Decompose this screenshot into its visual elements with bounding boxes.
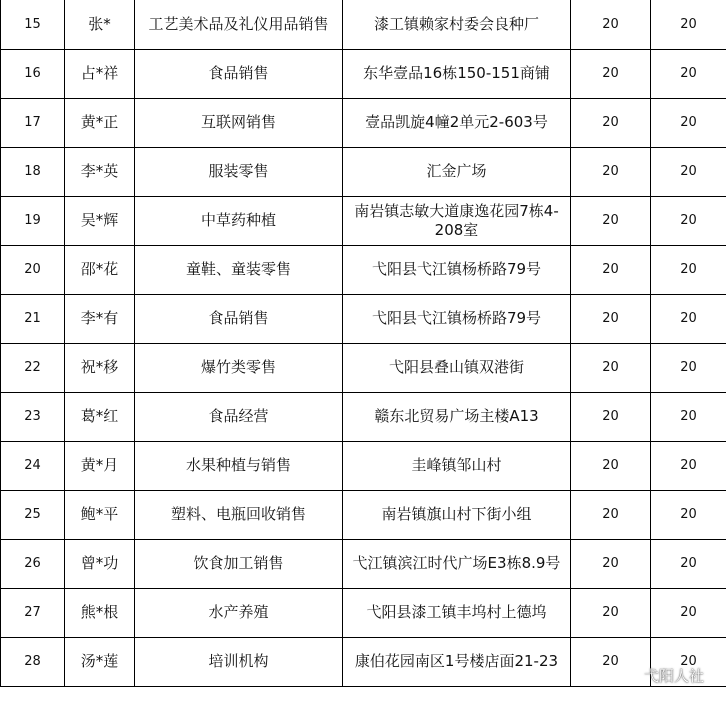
table-body: [1, 0, 726, 686]
cell-name: 祝*移: [65, 343, 135, 392]
cell-address: 赣东北贸易广场主楼A13: [343, 392, 571, 441]
cell-name: 曾*功: [65, 539, 135, 588]
cell-no: 23: [1, 392, 65, 441]
cell-business: 互联网销售: [135, 98, 343, 147]
table-row: [1, 441, 726, 490]
cell-no: 18: [1, 147, 65, 196]
cell-business: 中草药种植: [135, 196, 343, 245]
cell-amount-2: 20: [651, 588, 726, 637]
cell-no: 21: [1, 294, 65, 343]
table-row: [1, 98, 726, 147]
cell-business: 水产养殖: [135, 588, 343, 637]
cell-address: 壹品凯旋4幢2单元2-603号: [343, 98, 571, 147]
cell-name: 葛*红: [65, 392, 135, 441]
cell-amount-2: 20: [651, 98, 726, 147]
cell-business: 饮食加工销售: [135, 539, 343, 588]
cell-business: 食品销售: [135, 294, 343, 343]
cell-name: 李*有: [65, 294, 135, 343]
cell-amount-2: 20: [651, 196, 726, 245]
cell-amount-2: 20: [651, 441, 726, 490]
cell-amount-1: 20: [571, 539, 651, 588]
table-row: [1, 539, 726, 588]
cell-amount-2: 20: [651, 294, 726, 343]
cell-name: 占*祥: [65, 49, 135, 98]
cell-business: 爆竹类零售: [135, 343, 343, 392]
cell-address: 东华壹品16栋150-151商铺: [343, 49, 571, 98]
cell-amount-1: 20: [571, 490, 651, 539]
cell-no: 19: [1, 196, 65, 245]
cell-amount-2: 20: [651, 147, 726, 196]
cell-amount-1: 20: [571, 294, 651, 343]
cell-address: 圭峰镇邹山村: [343, 441, 571, 490]
cell-amount-1: 20: [571, 0, 651, 49]
table-row: [1, 147, 726, 196]
cell-name: 李*英: [65, 147, 135, 196]
cell-amount-1: 20: [571, 49, 651, 98]
cell-amount-1: 20: [571, 245, 651, 294]
cell-name: 吴*辉: [65, 196, 135, 245]
cell-amount-2: 20: [651, 637, 726, 686]
cell-address: 弋阳县叠山镇双港街: [343, 343, 571, 392]
cell-name: 黄*正: [65, 98, 135, 147]
cell-amount-1: 20: [571, 196, 651, 245]
table-row: [1, 343, 726, 392]
cell-business: 工艺美术品及礼仪用品销售: [135, 0, 343, 49]
table-row: [1, 588, 726, 637]
cell-no: 16: [1, 49, 65, 98]
cell-amount-2: 20: [651, 490, 726, 539]
cell-name: 张*: [65, 0, 135, 49]
cell-business: 食品销售: [135, 49, 343, 98]
cell-no: 26: [1, 539, 65, 588]
cell-amount-2: 20: [651, 0, 726, 49]
cell-no: 24: [1, 441, 65, 490]
cell-no: 22: [1, 343, 65, 392]
table-row: [1, 490, 726, 539]
cell-name: 邵*花: [65, 245, 135, 294]
table-row: [1, 294, 726, 343]
cell-amount-1: 20: [571, 147, 651, 196]
cell-business: 塑料、电瓶回收销售: [135, 490, 343, 539]
cell-no: 28: [1, 637, 65, 686]
cell-amount-2: 20: [651, 392, 726, 441]
table-row: [1, 196, 726, 245]
cell-amount-1: 20: [571, 588, 651, 637]
cell-business: 食品经营: [135, 392, 343, 441]
table-row: [1, 0, 726, 49]
cell-business: 培训机构: [135, 637, 343, 686]
cell-name: 黄*月: [65, 441, 135, 490]
table-row: [1, 49, 726, 98]
cell-amount-1: 20: [571, 441, 651, 490]
cell-amount-2: 20: [651, 539, 726, 588]
cell-no: 27: [1, 588, 65, 637]
cell-name: 鲍*平: [65, 490, 135, 539]
table-row: [1, 637, 726, 686]
cell-name: 熊*根: [65, 588, 135, 637]
cell-amount-2: 20: [651, 49, 726, 98]
cell-no: 15: [1, 0, 65, 49]
cell-amount-1: 20: [571, 343, 651, 392]
cell-amount-2: 20: [651, 343, 726, 392]
cell-address: 漆工镇赖家村委会良种厂: [343, 0, 571, 49]
cell-business: 童鞋、童装零售: [135, 245, 343, 294]
cell-address: 弋阳县漆工镇丰坞村上德坞: [343, 588, 571, 637]
cell-address: 弋阳县弋江镇杨桥路79号: [343, 245, 571, 294]
table-row: [1, 392, 726, 441]
cell-amount-1: 20: [571, 637, 651, 686]
cell-business: 服装零售: [135, 147, 343, 196]
cell-address: 弋阳县弋江镇杨桥路79号: [343, 294, 571, 343]
cell-no: 17: [1, 98, 65, 147]
cell-amount-1: 20: [571, 392, 651, 441]
cell-name: 汤*莲: [65, 637, 135, 686]
watermark-text: 弋阳人社: [643, 667, 704, 685]
table-row: [1, 245, 726, 294]
cell-address: 弋江镇滨江时代广场E3栋8.9号: [343, 539, 571, 588]
cell-amount-1: 20: [571, 98, 651, 147]
cell-address: 南岩镇志敏大道康逸花园7栋4-208室: [343, 196, 571, 245]
cell-no: 20: [1, 245, 65, 294]
cell-business: 水果种植与销售: [135, 441, 343, 490]
cell-address: 康伯花园南区1号楼店面21-23: [343, 637, 571, 686]
cell-address: 汇金广场: [343, 147, 571, 196]
cell-address: 南岩镇旗山村下街小组: [343, 490, 571, 539]
cell-no: 25: [1, 490, 65, 539]
cell-amount-2: 20: [651, 245, 726, 294]
